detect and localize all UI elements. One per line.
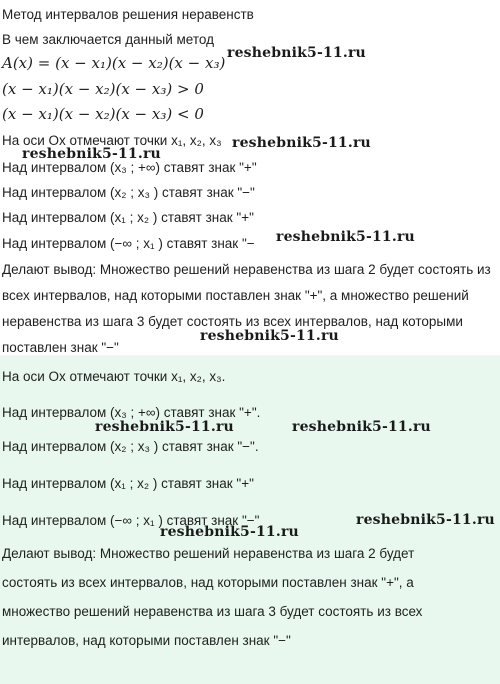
watermark: reshebnik5-11.ru	[292, 419, 431, 435]
watermark: reshebnik5-11.ru	[22, 146, 161, 162]
bottom-step-2: Над интервалом (x₂ ; x₃ ) ставят знак "−".	[2, 439, 259, 454]
top-step-4: Над интервалом (−∞ ; x₁ ) ставят знак "−	[2, 236, 255, 251]
bottom-step-3: Над интервалом (x₁ ; x₂ ) ставят знак "+"	[2, 476, 254, 491]
bottom-axis-step: На оси Ox отмечают точки x₁, x₂, x₃.	[2, 369, 226, 384]
bottom-step-1: Над интервалом (x₃ ; +∞) ставят знак "+".	[2, 405, 261, 420]
top-step-2: Над интервалом (x₂ ; x₃ ) ставят знак "−"	[2, 185, 255, 200]
bottom-conclusion-line-3: множество решений неравенства из шага 3 будет состоять из всех	[2, 604, 423, 619]
formula-greater: (x − x₁)(x − x₂)(x − x₃) > 0	[2, 80, 204, 98]
top-conclusion-line-3: неравенства из шага 3 будет состоять из всех интервалов, над которыми	[2, 314, 463, 329]
watermark: reshebnik5-11.ru	[227, 45, 366, 61]
bottom-conclusion-line-2: состоять из всех интервалов, над которыми поставлен знак "+", а	[2, 575, 414, 590]
bottom-step-4: Над интервалом (−∞ ; x₁ ) ставят знак "−"	[2, 513, 260, 528]
top-axis-step: На оси Ox отмечают точки x₁, x₂, x₃	[2, 133, 222, 148]
watermark: reshebnik5-11.ru	[356, 512, 495, 528]
watermark: reshebnik5-11.ru	[200, 328, 339, 344]
bottom-conclusion-line-1: Делают вывод: Множество решений неравенства из шага 2 будет	[2, 546, 415, 561]
top-step-1: Над интервалом (x₃ ; +∞) ставят знак "+"	[2, 160, 257, 175]
top-conclusion-line-4: поставлен знак "−"	[2, 340, 119, 355]
subtitle: В чем заключается данный метод	[2, 32, 214, 47]
bottom-conclusion-line-4: интервалов, над которыми поставлен знак "−"	[2, 633, 291, 648]
page-title: Метод интервалов решения неравенств	[2, 7, 254, 22]
formula-less: (x − x₁)(x − x₂)(x − x₃) < 0	[2, 105, 204, 123]
formula-a: A(x) = (x − x₁)(x − x₂)(x − x₃)	[2, 54, 226, 72]
watermark: reshebnik5-11.ru	[276, 229, 415, 245]
top-step-3: Над интервалом (x₁ ; x₂ ) ставят знак "+"	[2, 210, 254, 225]
watermark: reshebnik5-11.ru	[160, 524, 299, 540]
watermark: reshebnik5-11.ru	[232, 135, 371, 151]
watermark: reshebnik5-11.ru	[95, 419, 234, 435]
top-conclusion-line-1: Делают вывод: Множество решений неравенства из шага 2 будет состоять из	[2, 262, 491, 277]
top-conclusion-line-2: всех интервалов, над которыми поставлен знак "+", а множество решений	[2, 288, 469, 303]
